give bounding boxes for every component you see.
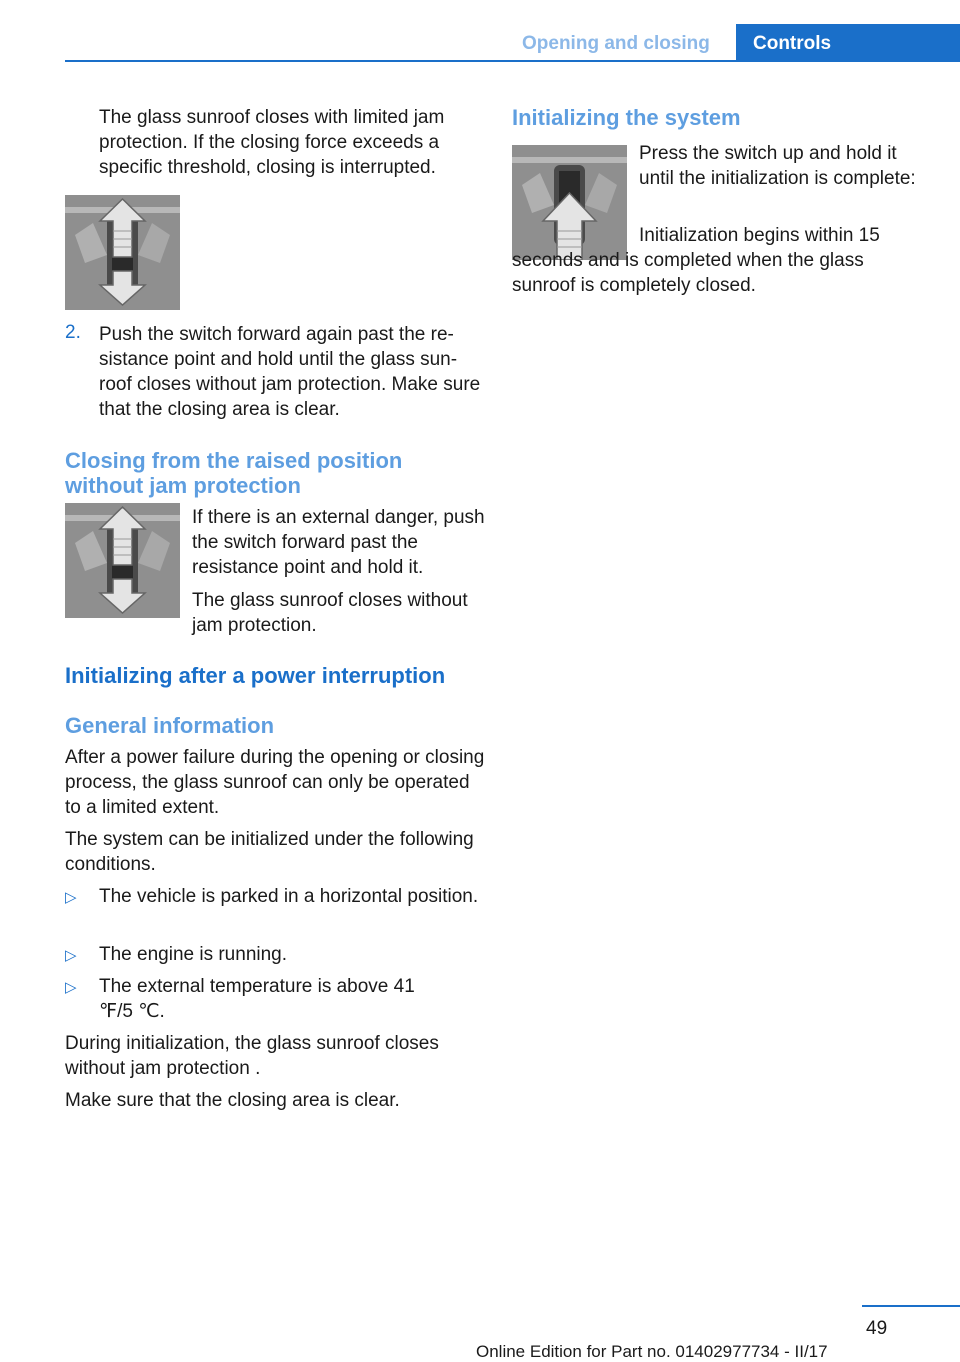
bullet-item: The vehicle is parked in a horizontal position. (99, 886, 479, 907)
header-tab-controls (736, 24, 960, 62)
switch-up-down-arrow-icon (65, 503, 180, 618)
footer-rule (862, 1305, 960, 1307)
init-power-heading: Initializing after a power interruption (65, 663, 446, 688)
raised-heading-line1: Closing from the raised position (65, 448, 403, 473)
header-rule (65, 60, 960, 62)
init-system-paragraph-2: Initialization begins within 15 seconds and is completed when the glass sunroof is completely closed. (512, 225, 880, 296)
switch-up-down-arrow-icon (65, 195, 180, 310)
step-number: 2. (65, 322, 81, 343)
general-paragraph-4: Make sure that the closing area is clear. (65, 1090, 400, 1111)
intro-text: The glass sunroof closes with limited jam protection. If the closing force exceeds a specific threshold, closing is interrupted. (99, 107, 445, 178)
raised-heading-line2: without jam protection (65, 473, 301, 498)
header-tab-label: Controls (753, 33, 832, 54)
init-system-paragraph-1: Press the switch up and hold it until the initialization is complete: (639, 143, 916, 189)
bullet-marker: ▷ (65, 889, 77, 906)
bullet-marker: ▷ (65, 947, 77, 964)
raised-paragraph-1: If there is an external danger, push the switch forward past the resistance point and hold it. (192, 507, 485, 578)
general-paragraph-2: The system can be initialized under the following conditions. (65, 829, 474, 875)
init-system-heading: Initializing the system (512, 105, 741, 130)
page-number: 49 (866, 1318, 888, 1339)
general-paragraph-3: During initialization, the glass sunroof closes without jam protection . (65, 1033, 439, 1079)
general-paragraph-1: After a power failure during the opening or closing process, the glass sunroof can only be operated to a limited extent. (65, 747, 485, 818)
header-section-title: Opening and closing (522, 33, 710, 54)
edition-line: Online Edition for Part no. 01402977734 - II/17 (476, 1342, 828, 1361)
bullet-item: The external temperature is above 41 ℉/5 ℃. (99, 976, 415, 1022)
bullet-item: The engine is running. (99, 944, 288, 965)
raised-paragraph-2: The glass sunroof closes without jam protection. (192, 590, 468, 636)
general-info-heading: General information (65, 713, 275, 738)
bullet-marker: ▷ (65, 979, 77, 996)
step-2-text: Push the switch forward again past the resistance point and hold until the glass sunroof closes without jam protection. Make sure that the closing area is clear. (99, 324, 481, 420)
